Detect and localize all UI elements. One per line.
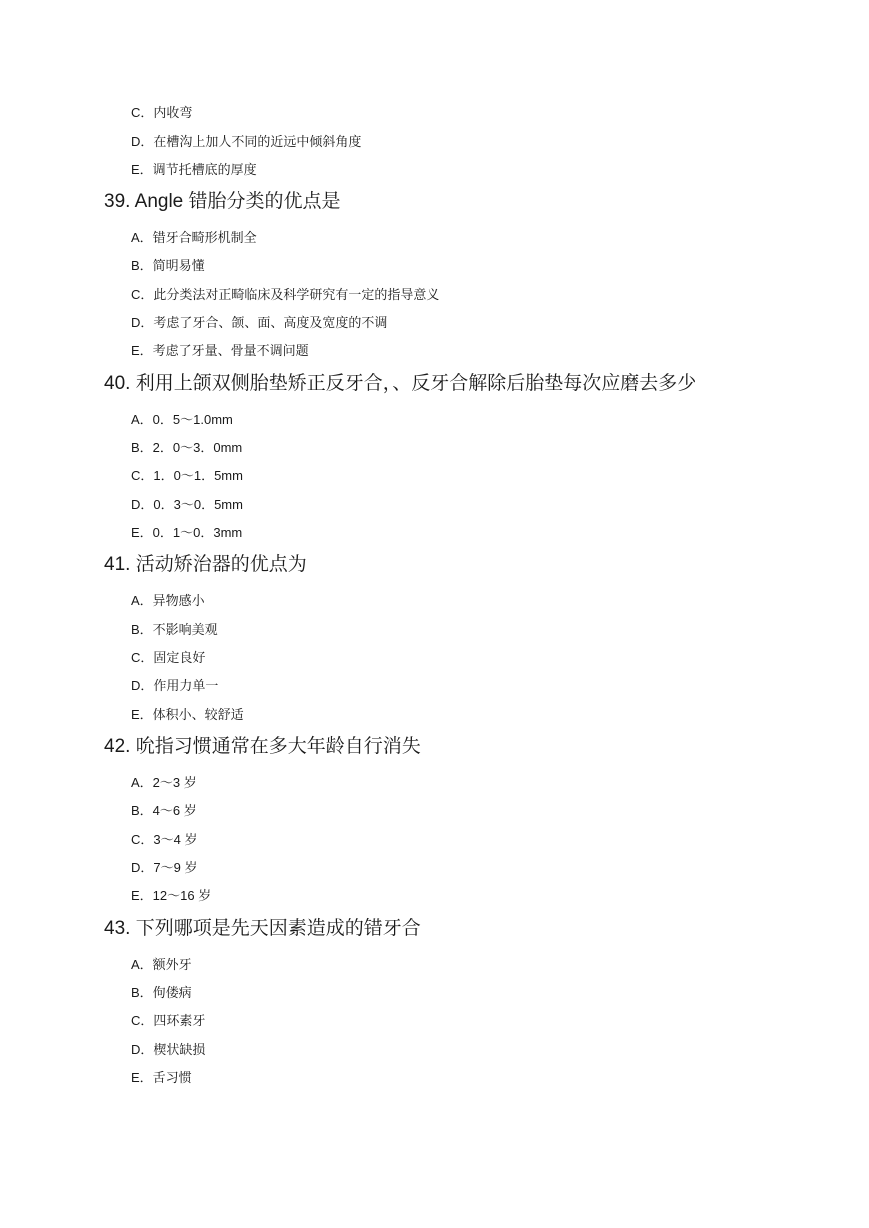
- prev-option-d: D．在槽沟上加人不同的近远中倾斜角度: [131, 134, 362, 149]
- question-41-option-b: B．不影响美观: [131, 622, 218, 637]
- question-41-option-c: C．固定良好: [131, 650, 206, 665]
- question-40-option-a: A．0．5～1.0mm: [131, 412, 233, 427]
- question-39-option-e: E．考虑了牙量、骨量不调问题: [131, 343, 309, 358]
- question-42-option-e: E．12～16 岁: [131, 888, 212, 903]
- question-43-option-d: D．楔状缺损: [131, 1042, 206, 1057]
- question-40-option-e: E．0．1～0．3mm: [131, 525, 243, 540]
- question-39-option-d: D．考虑了牙合、颌、面、高度及宽度的不调: [131, 315, 388, 330]
- question-42-option-b: B．4～6 岁: [131, 803, 197, 818]
- question-39-stem: 39. Angle 错胎分类的优点是: [104, 191, 341, 212]
- question-40-option-c: C．1．0～1．5mm: [131, 468, 243, 483]
- question-43-option-a: A．额外牙: [131, 957, 192, 972]
- question-42-stem: 42. 吮指习惯通常在多大年龄自行消失: [104, 736, 421, 757]
- question-42-option-a: A．2～3 岁: [131, 775, 197, 790]
- question-39-option-a: A．错牙合畸形机制全: [131, 230, 257, 245]
- question-40-stem: 40. 利用上颌双侧胎垫矫正反牙合，、反牙合解除后胎垫每次应磨去多少: [104, 373, 697, 394]
- prev-option-e: E．调节托槽底的厚度: [131, 162, 257, 177]
- question-41-option-d: D．作用力单一: [131, 678, 219, 693]
- question-39-option-c: C．此分类法对正畸临床及科学研究有一定的指导意义: [131, 287, 440, 302]
- question-43-option-e: E．舌习惯: [131, 1070, 192, 1085]
- question-43-stem: 43. 下列哪项是先天因素造成的错牙合: [104, 918, 421, 939]
- prev-option-c: C．内收弯: [131, 105, 193, 120]
- question-39-option-b: B．简明易懂: [131, 258, 205, 273]
- question-40-option-b: B．2．0～3．0mm: [131, 440, 243, 455]
- question-42-option-d: D．7～9 岁: [131, 860, 198, 875]
- question-43-option-c: C．四环素牙: [131, 1013, 206, 1028]
- question-41-stem: 41. 活动矫治器的优点为: [104, 554, 307, 575]
- question-42-option-c: C．3～4 岁: [131, 832, 198, 847]
- question-41-option-e: E．体积小、较舒适: [131, 707, 244, 722]
- question-40-option-d: D．0．3～0．5mm: [131, 497, 243, 512]
- question-43-option-b: B．佝偻病: [131, 985, 192, 1000]
- question-41-option-a: A．异物感小: [131, 593, 205, 608]
